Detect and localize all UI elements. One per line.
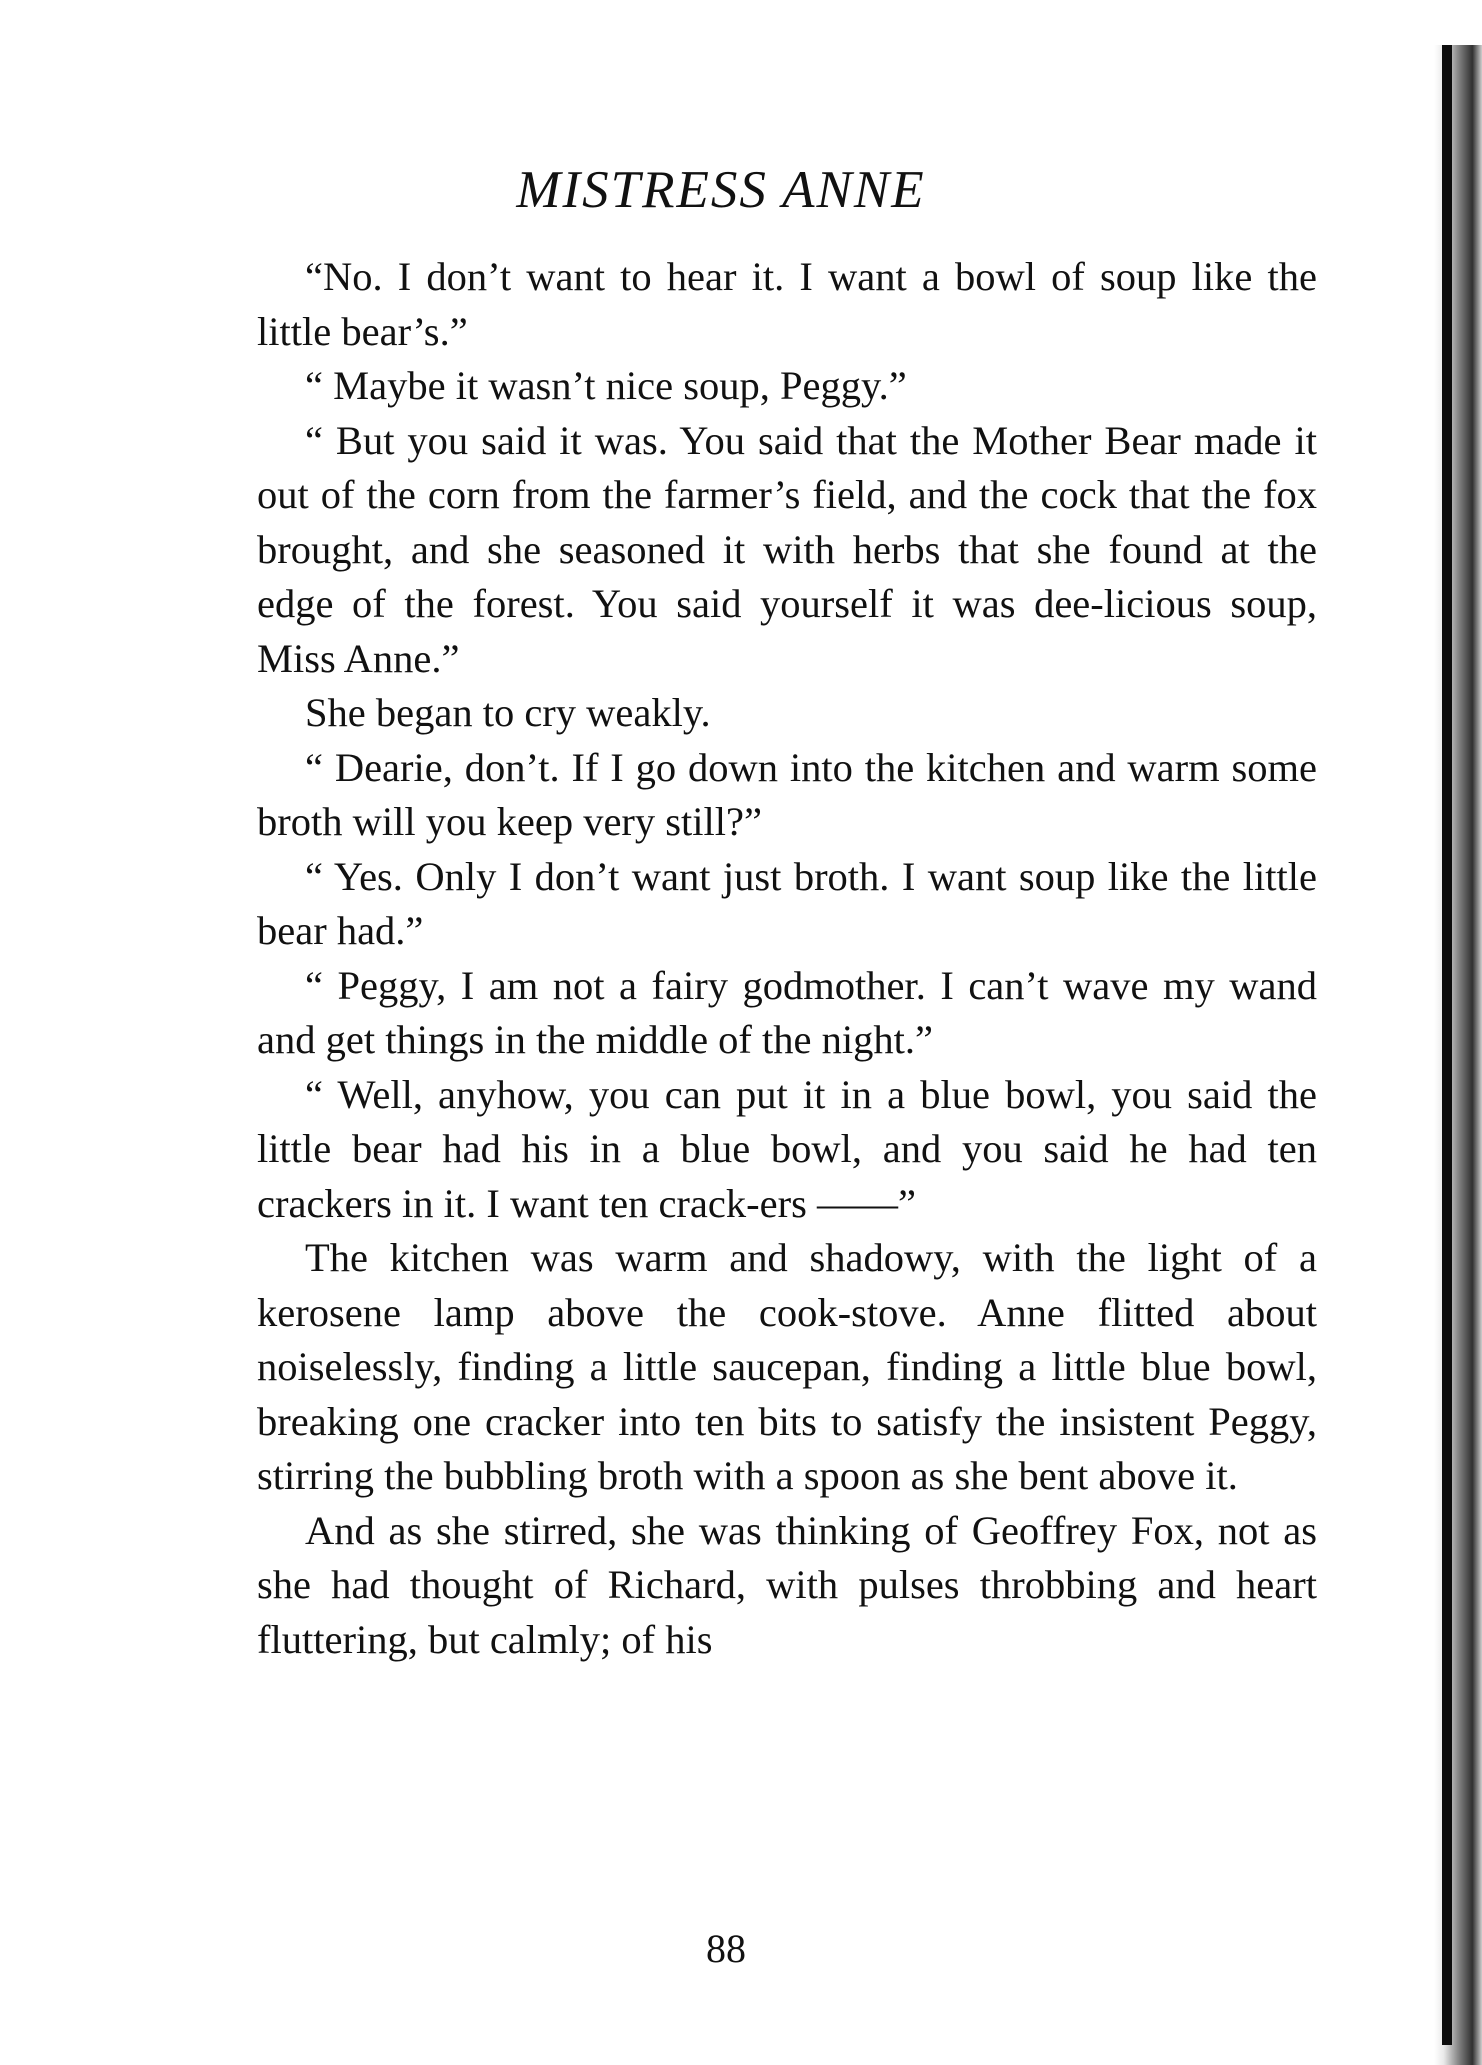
paragraph: “ Well, anyhow, you can put it in a blue bowl, you said the little bear had his in a blue bowl, and you said he had ten crackers in it. I want ten crack-ers ——” bbox=[257, 1071, 1317, 1226]
paragraph: “ Yes. Only I don’t want just broth. I want soup like the little bear had.” bbox=[257, 853, 1317, 953]
paragraph: “ Peggy, I am not a fairy godmother. I can’t wave my wand and get things in the middle of the night.” bbox=[257, 962, 1317, 1062]
running-head: MISTRESS ANNE bbox=[516, 161, 926, 219]
paragraph: “No. I don’t want to hear it. I want a bowl of soup like the little bear’s.” bbox=[257, 254, 1317, 354]
book-binding-edge-line bbox=[1442, 45, 1452, 2045]
paragraph: She began to cry weakly. bbox=[305, 690, 711, 735]
body-text bbox=[257, 250, 1317, 1667]
page-number: 88 bbox=[706, 1926, 746, 1971]
paragraph: “ But you said it was. You said that the Mother Bear made it out of the corn from the farmer’s field, and the cock that the fox brought, and she seasoned it with herbs that she found at the edge of the forest. You said yourself it was dee-licious soup, Miss Anne.” bbox=[257, 417, 1317, 681]
paragraph: “ Dearie, don’t. If I go down into the kitchen and warm some broth will you keep very still?” bbox=[257, 744, 1317, 844]
paragraph: And as she stirred, she was thinking of Geoffrey Fox, not as she had thought of Richard, with pulses throbbing and heart fluttering, but calmly; of his bbox=[257, 1507, 1317, 1662]
paragraph: The kitchen was warm and shadowy, with the light of a kerosene lamp above the cook-stove. Anne flitted about noiselessly, finding a little saucepan, finding a little blue bowl, breaking one cracker into ten bits to satisfy the insistent Peggy, stirring the bubbling broth with a spoon as she bent above it. bbox=[257, 1235, 1317, 1498]
paragraph: “ Maybe it wasn’t nice soup, Peggy.” bbox=[305, 363, 907, 408]
